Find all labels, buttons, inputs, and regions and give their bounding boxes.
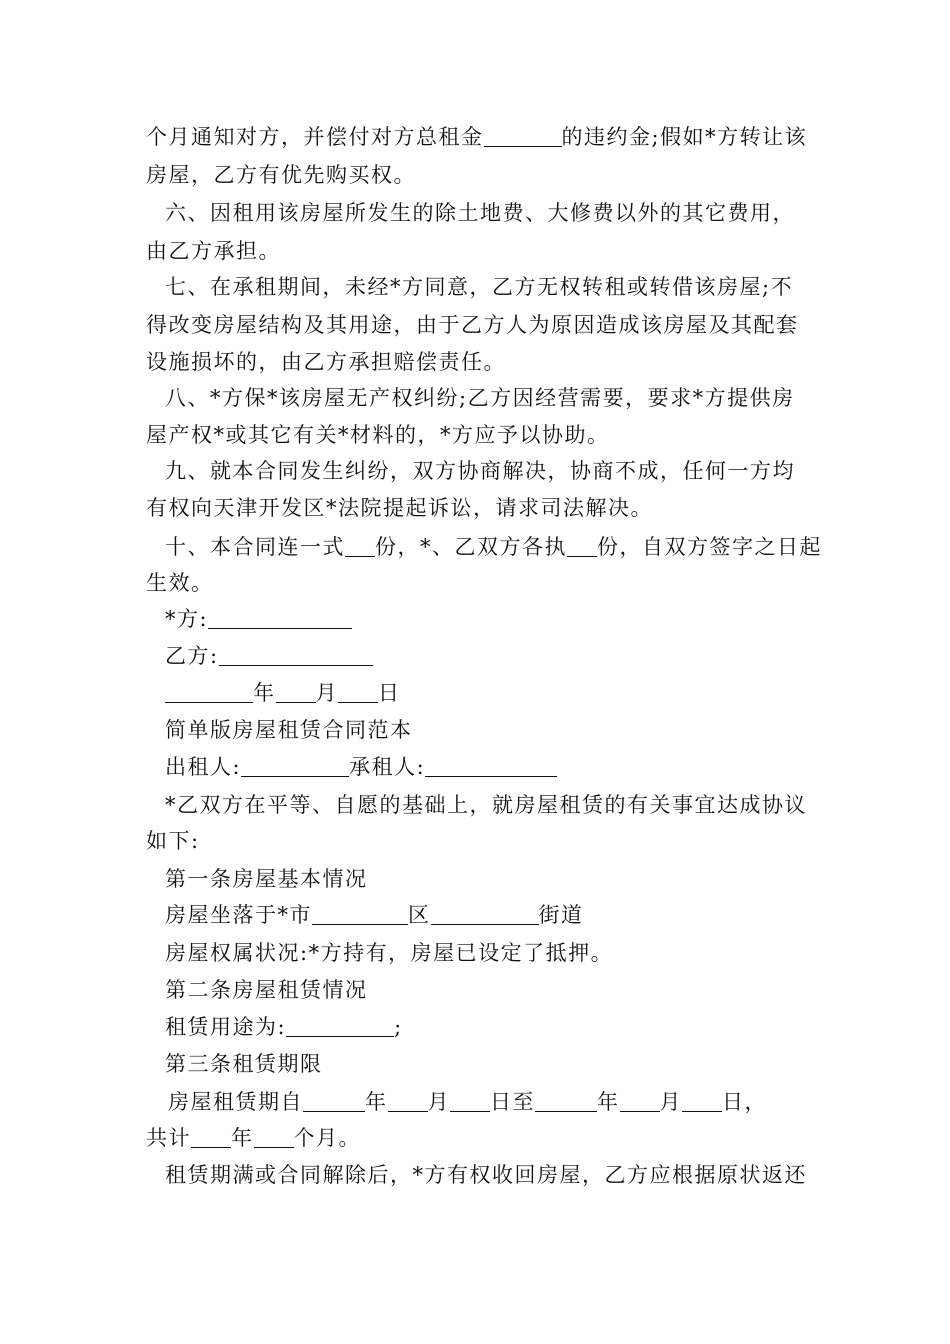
text: 月 <box>315 681 338 705</box>
text: 份，*、乙双方各执 <box>375 535 567 559</box>
fill-blank <box>567 536 597 557</box>
text: 房屋租赁期自 <box>168 1090 303 1114</box>
fill-blank <box>165 682 253 703</box>
text: 租赁用途为: <box>165 1015 287 1039</box>
text: 个月通知对方，并偿付对方总租金 <box>146 125 484 149</box>
text: 出租人: <box>165 755 242 779</box>
text: 个月。 <box>293 1126 361 1150</box>
fill-blank <box>425 756 557 777</box>
text-line: 租赁期满或合同解除后，*方有权收回房屋，乙方应根据原状返还 <box>165 1163 807 1187</box>
fill-blank <box>450 1091 490 1112</box>
article-heading: 第三条租赁期限 <box>165 1052 323 1076</box>
text: ; <box>394 1015 403 1039</box>
article-heading: 第二条房屋租赁情况 <box>165 978 368 1002</box>
text-line <box>146 1125 361 1151</box>
text-line: 屋产权*或其它有关*材料的，*方应予以协助。 <box>146 423 610 447</box>
signature-line-party-a <box>165 606 352 632</box>
text-line <box>168 1089 767 1115</box>
text: 乙方: <box>165 644 219 668</box>
fill-blank <box>388 1091 428 1112</box>
fill-blank <box>682 1091 722 1112</box>
fill-blank <box>286 1016 394 1037</box>
text-line: 房屋权属状况:*方持有，房屋已设定了抵押。 <box>165 941 614 965</box>
text-line: *乙双方在平等、自愿的基础上，就房屋租赁的有关事宜达成协议 <box>165 793 807 817</box>
fill-blank <box>208 608 352 629</box>
text: 年 <box>597 1090 620 1114</box>
text: 日， <box>722 1090 767 1114</box>
text: 十、本合同连一式 <box>165 535 345 559</box>
text-line: 九、就本合同发生纠纷，双方协商解决，协商不成，任何一方均 <box>165 459 795 483</box>
text-line: 六、因租用该房屋所发生的除土地费、大修费以外的其它费用， <box>165 201 795 225</box>
text-line <box>165 534 822 560</box>
fill-blank <box>191 1127 231 1148</box>
text: 共计 <box>146 1126 191 1150</box>
text: 区 <box>408 903 431 927</box>
text: 日 <box>378 681 401 705</box>
fill-blank <box>254 1127 294 1148</box>
text: 年 <box>253 681 276 705</box>
fill-blank <box>431 904 539 925</box>
text-line: 八、*方保*该房屋无产权纠纷;乙方因经营需要，要求*方提供房 <box>165 386 795 410</box>
fill-blank <box>303 1091 365 1112</box>
fill-blank <box>620 1091 660 1112</box>
text: *方: <box>165 607 209 631</box>
date-line <box>165 680 401 706</box>
text: 房屋坐落于*市 <box>165 903 312 927</box>
text-line <box>165 1014 403 1040</box>
text-line: 有权向天津开发区*法院提起诉讼，请求司法解决。 <box>146 496 653 520</box>
text-line: 由乙方承担。 <box>146 239 281 263</box>
fill-blank <box>241 756 349 777</box>
text: 的违约金;假如*方转让该 <box>561 125 808 149</box>
text-line: 生效。 <box>146 571 214 595</box>
text-line: 得改变房屋结构及其用途，由于乙方人为原因造成该房屋及其配套 <box>146 313 799 337</box>
fill-blank <box>312 904 408 925</box>
fill-blank <box>219 645 373 666</box>
text: 月 <box>659 1090 682 1114</box>
section-title: 简单版房屋租赁合同范本 <box>165 718 413 742</box>
text-line <box>165 902 584 928</box>
text-line: 七、在承租期间，未经*方同意，乙方无权转租或转借该房屋;不 <box>165 275 794 299</box>
text: 日至 <box>490 1090 535 1114</box>
fill-blank <box>276 682 316 703</box>
text-line <box>146 124 807 150</box>
text: 街道 <box>538 903 584 927</box>
text-line <box>165 754 557 780</box>
text: 承租人: <box>349 755 426 779</box>
fill-blank <box>338 682 378 703</box>
text-line: 设施损坏的，由乙方承担赔偿责任。 <box>146 350 506 374</box>
signature-line-party-b <box>165 643 373 669</box>
text: 年 <box>365 1090 388 1114</box>
text: 份，自双方签字之日起 <box>597 535 822 559</box>
text-line: 如下: <box>146 829 200 853</box>
fill-blank <box>484 126 562 147</box>
text-line: 房屋，乙方有优先购买权。 <box>146 163 416 187</box>
text: 月 <box>427 1090 450 1114</box>
article-heading: 第一条房屋基本情况 <box>165 867 368 891</box>
text: 年 <box>231 1126 254 1150</box>
fill-blank <box>345 536 375 557</box>
fill-blank <box>535 1091 597 1112</box>
